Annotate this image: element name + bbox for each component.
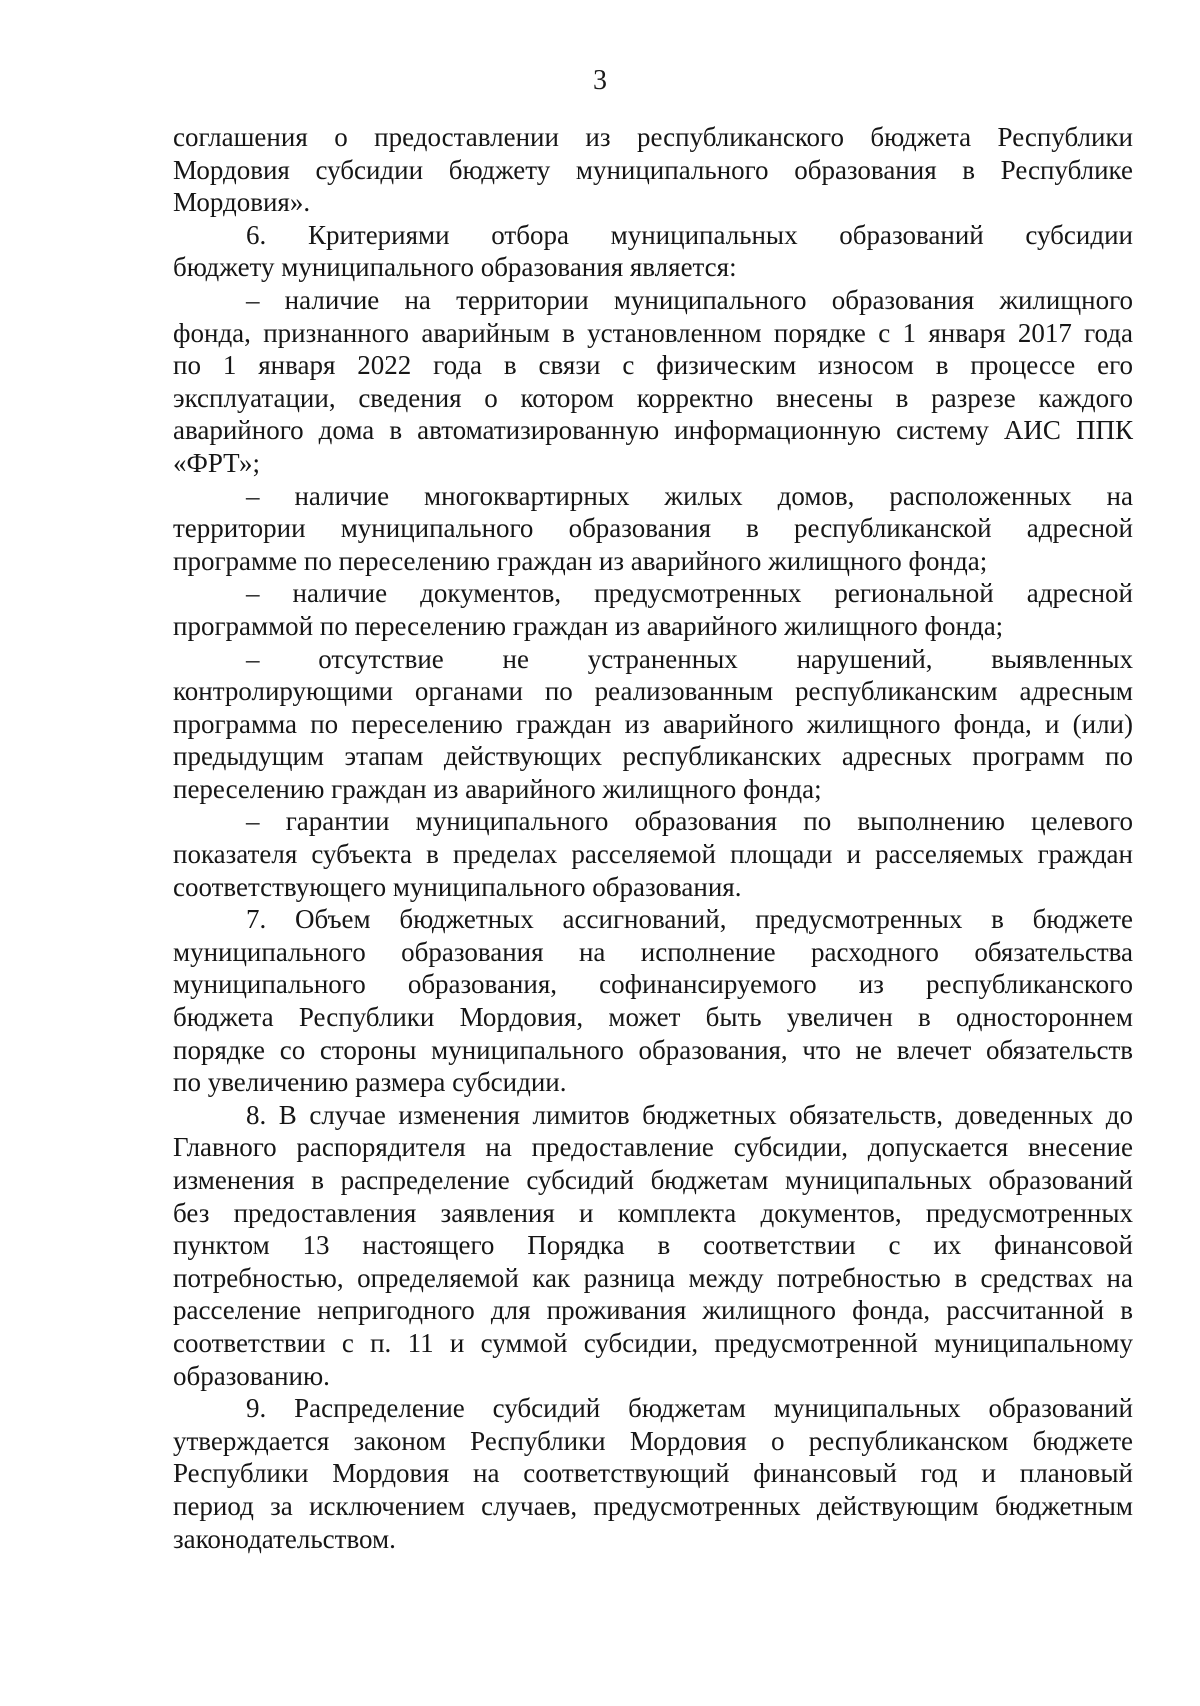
- text-line: 6. Критериями отбора муниципальных образований субсидии: [246, 219, 1133, 250]
- text-line: фонда, признанного аварийным в установленном порядке с 1 января 2017 года: [173, 317, 1133, 348]
- text-line: муниципального образования на исполнение расходного обязательства: [173, 936, 1133, 967]
- text-line: Республики Мордовия на соответствующий финансовый год и плановый: [173, 1458, 1133, 1489]
- text-line: бюджета Республики Мордовия, может быть увеличен в одностороннем: [173, 1002, 1133, 1033]
- text-line: «ФРТ»;: [173, 447, 260, 478]
- text-line: 9. Распределение субсидий бюджетам муниципальных образований: [246, 1393, 1133, 1424]
- text-line: изменения в распределение субсидий бюджетам муниципальных образований: [173, 1165, 1133, 1195]
- text-line: 8. В случае изменения лимитов бюджетных обязательств, доведенных до: [246, 1099, 1133, 1130]
- text-line: законодательством.: [173, 1523, 396, 1554]
- text-line: программа по переселению граждан из аварийного жилищного фонда, и (или): [173, 708, 1133, 739]
- text-line: порядке со стороны муниципального образования, что не влечет обязательств: [173, 1034, 1133, 1065]
- text-line: переселению граждан из аварийного жилищного фонда;: [173, 773, 822, 804]
- text-line: программе по переселению граждан из аварийного жилищного фонда;: [173, 545, 988, 576]
- text-line: по увеличению размера субсидии.: [173, 1067, 567, 1098]
- text-line: соответствии с п. 11 и суммой субсидии, предусмотренной муниципальному: [173, 1327, 1133, 1358]
- text-line: расселение непригодного для проживания жилищного фонда, рассчитанной в: [173, 1295, 1133, 1326]
- text-line: программой по переселению граждан из аварийного жилищного фонда;: [173, 610, 1004, 641]
- text-line: по 1 января 2022 года в связи с физическим износом в процессе его: [173, 350, 1133, 381]
- text-line: территории муниципального образования в республиканской адресной: [173, 513, 1133, 544]
- text-line: – наличие на территории муниципального образования жилищного: [246, 284, 1133, 315]
- text-line: – отсутствие не устраненных нарушений, выявленных: [246, 643, 1133, 674]
- text-line: – наличие многоквартирных жилых домов, расположенных на: [246, 480, 1133, 511]
- text-line: бюджету муниципального образования является:: [173, 252, 737, 283]
- text-line: контролирующими органами по реализованным республиканским адресным: [173, 676, 1133, 707]
- text-line: предыдущим этапам действующих республиканских адресных программ по: [173, 741, 1133, 772]
- text-line: показателя субъекта в пределах расселяемой площади и расселяемых граждан: [173, 839, 1133, 870]
- text-line: Мордовия».: [173, 187, 311, 218]
- text-line: – гарантии муниципального образования по выполнению целевого: [246, 806, 1133, 837]
- text-line: образованию.: [173, 1360, 330, 1391]
- text-line: 7. Объем бюджетных ассигнований, предусмотренных в бюджете: [246, 904, 1133, 935]
- text-line: муниципального образования, софинансируемого из республиканского: [173, 969, 1133, 1000]
- document-body: [173, 121, 1133, 1555]
- text-line: соответствующего муниципального образования.: [173, 871, 742, 902]
- text-line: без предоставления заявления и комплекта документов, предусмотренных: [173, 1197, 1133, 1228]
- text-line: – наличие документов, предусмотренных региональной адресной: [246, 578, 1133, 609]
- text-line: утверждается законом Республики Мордовия о республиканском бюджете: [173, 1425, 1133, 1456]
- text-line: аварийного дома в автоматизированную информационную систему АИС ППК: [173, 415, 1133, 446]
- text-line: пунктом 13 настоящего Порядка в соответствии с их финансовой: [173, 1230, 1133, 1261]
- text-line: Мордовия субсидии бюджету муниципального образования в Республике: [173, 154, 1133, 185]
- text-line: период за исключением случаев, предусмотренных действующим бюджетным: [173, 1490, 1133, 1521]
- text-line: соглашения о предоставлении из республиканского бюджета Республики: [173, 122, 1133, 152]
- text-line: потребностью, определяемой как разница между потребностью в средствах на: [173, 1262, 1133, 1293]
- text-line: эксплуатации, сведения о котором корректно внесены в разрезе каждого: [173, 382, 1133, 413]
- page-number: 3: [593, 65, 607, 96]
- text-line: Главного распорядителя на предоставление субсидии, допускается внесение: [173, 1132, 1133, 1163]
